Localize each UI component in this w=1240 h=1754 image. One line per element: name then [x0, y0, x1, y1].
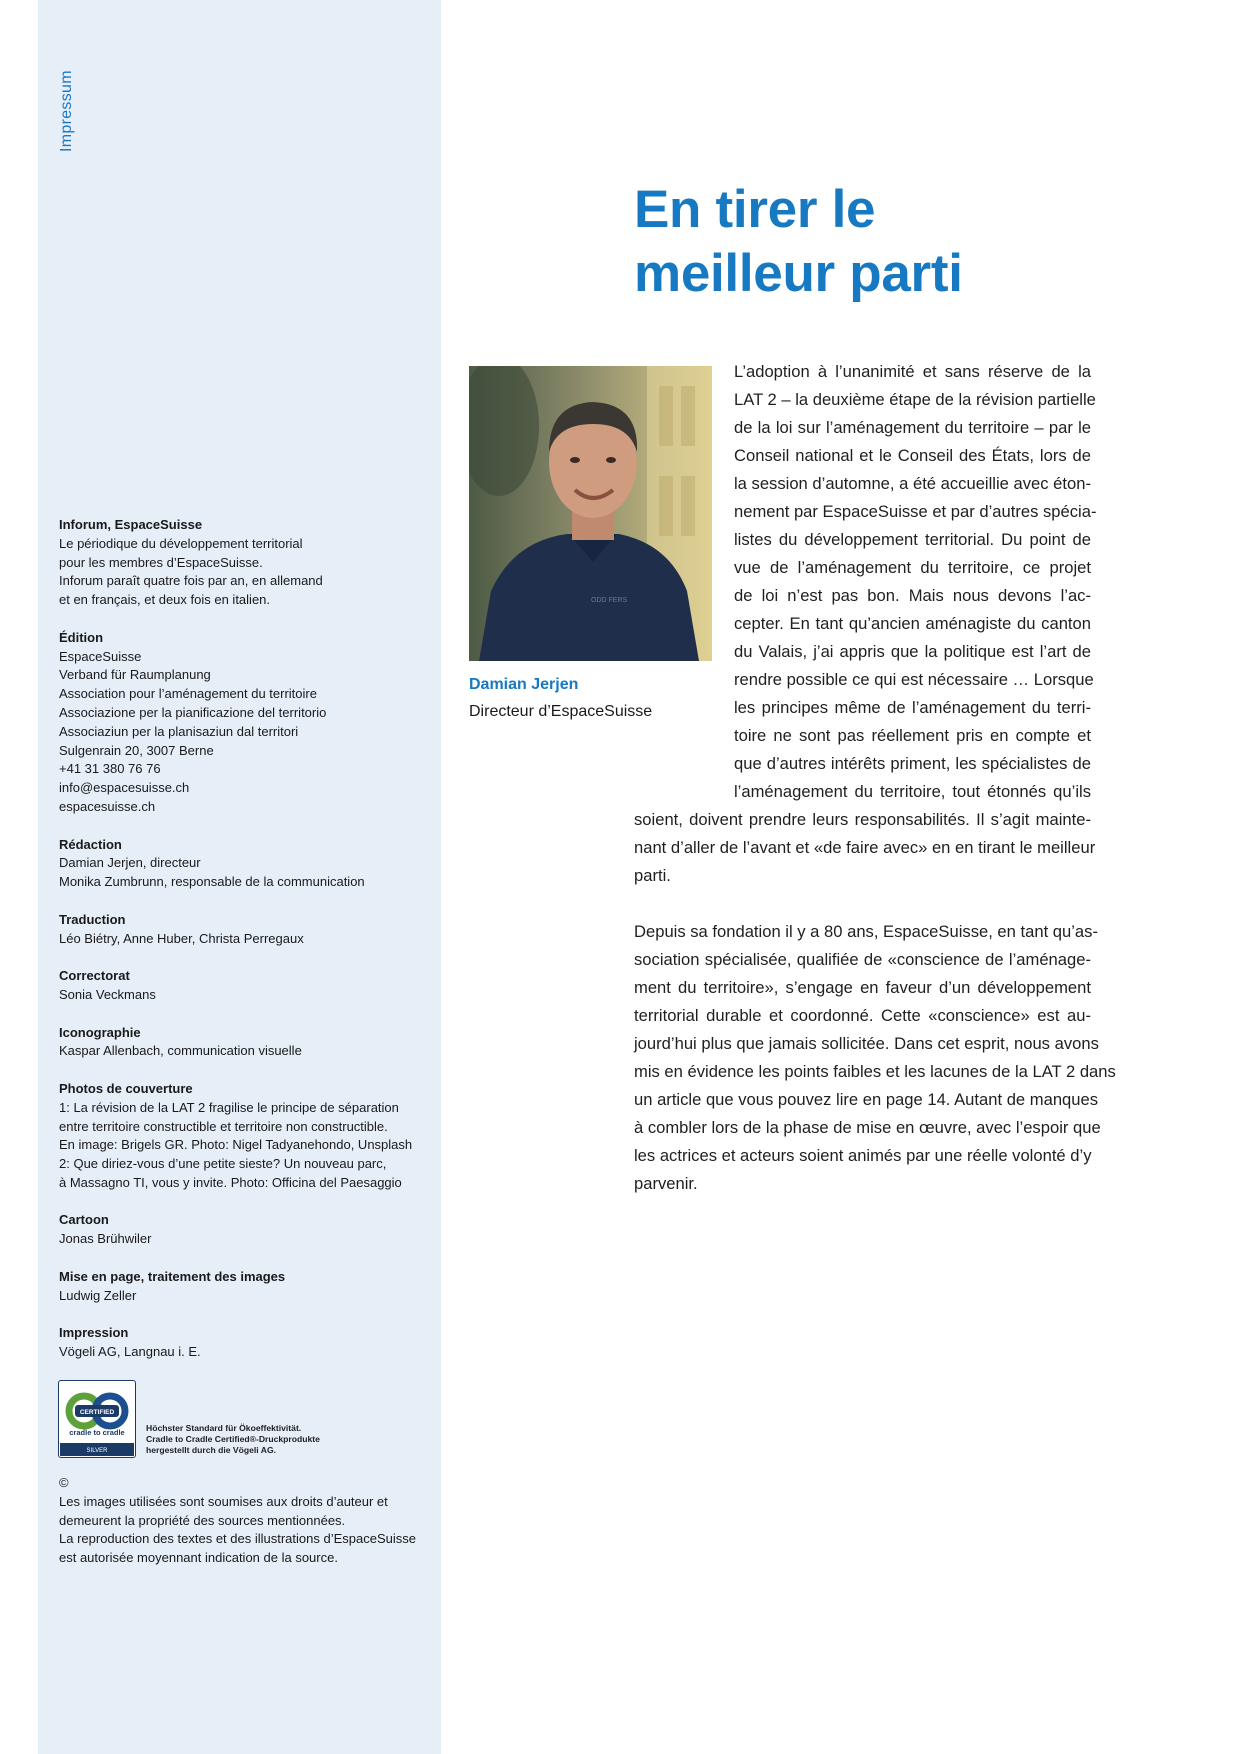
cradle-to-cradle-icon	[59, 1381, 135, 1457]
copyright-line: Les images utilisées sont soumises aux droits d’auteur et	[59, 1493, 388, 1509]
copyright-line: est autorisée moyennant indication de la source.	[59, 1550, 338, 1566]
article-paragraph-2	[634, 918, 1116, 1198]
cert-text-line: hergestellt durch die Vögeli AG.	[146, 1444, 277, 1455]
imprint-line: entre territoire constructible et territoire non constructible.	[59, 1118, 388, 1134]
imprint-column	[59, 516, 429, 1381]
imprint-line: Associazione per la pianificazione del territorio	[59, 704, 327, 720]
article-line: du Valais, j’ai appris que la politique est l’art de	[734, 642, 1091, 661]
imprint-line: Associaziun per la planisaziun dal territori	[59, 723, 299, 739]
cert-text-line: Cradle to Cradle Certified®-Druckprodukte	[146, 1433, 320, 1444]
article-line: parvenir.	[634, 1174, 698, 1193]
imprint-section-title: Édition	[59, 629, 104, 645]
imprint-section	[59, 967, 429, 1005]
imprint-section-title: Rédaction	[59, 836, 122, 852]
imprint-section-title: Correctorat	[59, 968, 130, 984]
article-line: nant d’aller de l’avant et «de faire avec» en en tirant le meilleur	[634, 838, 1096, 857]
article-line: jourd’hui plus que jamais sollicitée. Dans cet esprit, nous avons	[634, 1034, 1099, 1053]
copyright-line: demeurent la propriété des sources mentionnées.	[59, 1512, 346, 1528]
imprint-line: EspaceSuisse	[59, 648, 142, 664]
imprint-line: Kaspar Allenbach, communication visuelle	[59, 1043, 302, 1059]
article-line: l’aménagement du territoire, tout étonnés qu’ils	[734, 782, 1091, 801]
article-line: vue de l’aménagement du territoire, ce projet	[734, 558, 1091, 577]
article-line: rendre possible ce qui est nécessaire … Lorsque	[734, 670, 1094, 689]
author-name: Damian Jerjen	[469, 676, 579, 693]
imprint-section-title: Inforum, EspaceSuisse	[59, 517, 203, 532]
title-line: meilleur parti	[634, 244, 963, 303]
imprint-section-title: Mise en page, traitement des images	[59, 1268, 286, 1284]
article-line: LAT 2 – la deuxième étape de la révision partielle	[734, 390, 1096, 409]
imprint-section	[59, 516, 429, 610]
imprint-section	[59, 911, 429, 949]
imprint-section-title: Photos de couverture	[59, 1080, 193, 1096]
imprint-line: info@espacesuisse.ch	[59, 780, 190, 796]
imprint-section	[59, 629, 429, 817]
article-line: les principes même de l’aménagement du terri-	[734, 698, 1091, 717]
imprint-line: 2: Que diriez-vous d’une petite sieste? Un nouveau parc,	[59, 1156, 387, 1172]
imprint-line: Jonas Brühwiler	[59, 1231, 152, 1247]
imprint-section-title: Impression	[59, 1325, 129, 1341]
imprint-line: 1: La révision de la LAT 2 fragilise le principe de séparation	[59, 1099, 399, 1115]
article-line: les actrices et acteurs soient animés par une réelle volonté d’y	[634, 1146, 1092, 1165]
imprint-line: Le périodique du développement territorial	[59, 535, 303, 551]
imprint-line: Léo Biétry, Anne Huber, Christa Perregaux	[59, 930, 304, 946]
imprint-line: espacesuisse.ch	[59, 798, 156, 814]
imprint-line: En image: Brigels GR. Photo: Nigel Tadyanehondo, Unsplash	[59, 1137, 413, 1153]
article-line: cepter. En tant qu’ancien aménagiste du canton	[734, 614, 1091, 633]
imprint-line: à Massagno TI, vous y invite. Photo: Officina del Paesaggio	[59, 1174, 402, 1190]
imprint-section-title: Traduction	[59, 911, 126, 927]
imprint-line: pour les membres d’EspaceSuisse.	[59, 554, 263, 570]
imprint-line: Verband für Raumplanung	[59, 667, 211, 683]
cert-text	[146, 1423, 320, 1455]
certification-block	[58, 1380, 428, 1458]
article-line: nement par EspaceSuisse et par d’autres spécia-	[734, 502, 1097, 521]
imprint-line: Inforum paraît quatre fois par an, en allemand	[59, 573, 323, 589]
cert-badge-top: CERTIFIED	[79, 1409, 115, 1416]
cert-text-line: Höchster Standard für Ökoeffektivität.	[146, 1423, 302, 1433]
article-line: parti.	[634, 866, 671, 885]
article-line: ment du territoire», s’engage en faveur d’un développement	[634, 978, 1091, 997]
imprint-line: et en français, et deux fois en italien.	[59, 592, 271, 608]
article-line: mis en évidence les points faibles et les lacunes de la LAT 2 dans	[634, 1062, 1116, 1081]
article-line: sociation spécialisée, qualifiée de «conscience de l’aménage-	[634, 950, 1091, 969]
cradle-to-cradle-logo	[58, 1380, 136, 1458]
imprint-line: Damian Jerjen, directeur	[59, 855, 201, 871]
imprint-line: Sonia Veckmans	[59, 986, 156, 1002]
imprint-line: Ludwig Zeller	[59, 1287, 137, 1303]
article-title	[634, 178, 963, 306]
article-line: de la loi sur l’aménagement du territoire – par le	[734, 418, 1091, 437]
impressum-tag: Impressum	[58, 70, 75, 152]
article-line: listes du développement territorial. Du point de	[734, 530, 1091, 549]
article-paragraph-1	[734, 358, 1097, 806]
article-line: de loi n’est pas bon. Mais nous devons l’ac-	[734, 586, 1091, 605]
portrait-illustration	[469, 366, 712, 661]
imprint-line: Vögeli AG, Langnau i. E.	[59, 1344, 201, 1360]
imprint-section	[59, 836, 429, 892]
article-line: toire ne sont pas réellement pris en compte et	[734, 726, 1091, 745]
article-line: à combler lors de la phase de mise en œuvre, avec l’espoir que	[634, 1118, 1101, 1137]
imprint-section	[59, 1324, 429, 1362]
photo-caption	[469, 671, 652, 725]
author-role: Directeur d’EspaceSuisse	[469, 703, 653, 720]
imprint-section-title: Cartoon	[59, 1212, 109, 1228]
article-line: que d’autres intérêts priment, les spécialistes de	[734, 754, 1091, 773]
cert-badge-level: SILVER	[86, 1448, 108, 1454]
imprint-section	[59, 1211, 429, 1249]
imprint-section	[59, 1268, 429, 1306]
article-line: un article que vous pouvez lire en page 14. Autant de manques	[634, 1090, 1099, 1109]
imprint-line: Monika Zumbrunn, responsable de la communication	[59, 874, 365, 890]
imprint-section-title: Iconographie	[59, 1024, 141, 1040]
author-photo	[469, 366, 712, 661]
article-line: la session d’automne, a été accueillie avec éton-	[734, 474, 1091, 493]
copyright-line: La reproduction des textes et des illustrations d’EspaceSuisse	[59, 1531, 416, 1547]
article-line: Depuis sa fondation il y a 80 ans, EspaceSuisse, en tant qu’as-	[634, 922, 1098, 941]
imprint-section	[59, 1080, 429, 1193]
imprint-line: Association pour l’aménagement du territoire	[59, 686, 317, 702]
article-line: Conseil national et le Conseil des États, lors de	[734, 446, 1091, 465]
cert-badge-mid: cradle to cradle	[69, 1428, 125, 1437]
imprint-line: Sulgenrain 20, 3007 Berne	[59, 742, 214, 758]
title-line: En tirer le	[634, 180, 876, 239]
shirt-logo-text: ODD FERS	[591, 597, 628, 604]
article-line: L’adoption à l’unanimité et sans réserve de la	[734, 362, 1091, 381]
article-line: soient, doivent prendre leurs responsabilités. Il s’agit mainte-	[634, 810, 1091, 829]
copyright-symbol: ©	[59, 1475, 69, 1490]
imprint-line: +41 31 380 76 76	[59, 761, 161, 777]
article-line: territorial durable et coordonné. Cette «conscience» est au-	[634, 1006, 1091, 1025]
copyright-block	[59, 1474, 429, 1568]
article-paragraph-1-continued	[634, 806, 1096, 890]
imprint-section	[59, 1024, 429, 1062]
